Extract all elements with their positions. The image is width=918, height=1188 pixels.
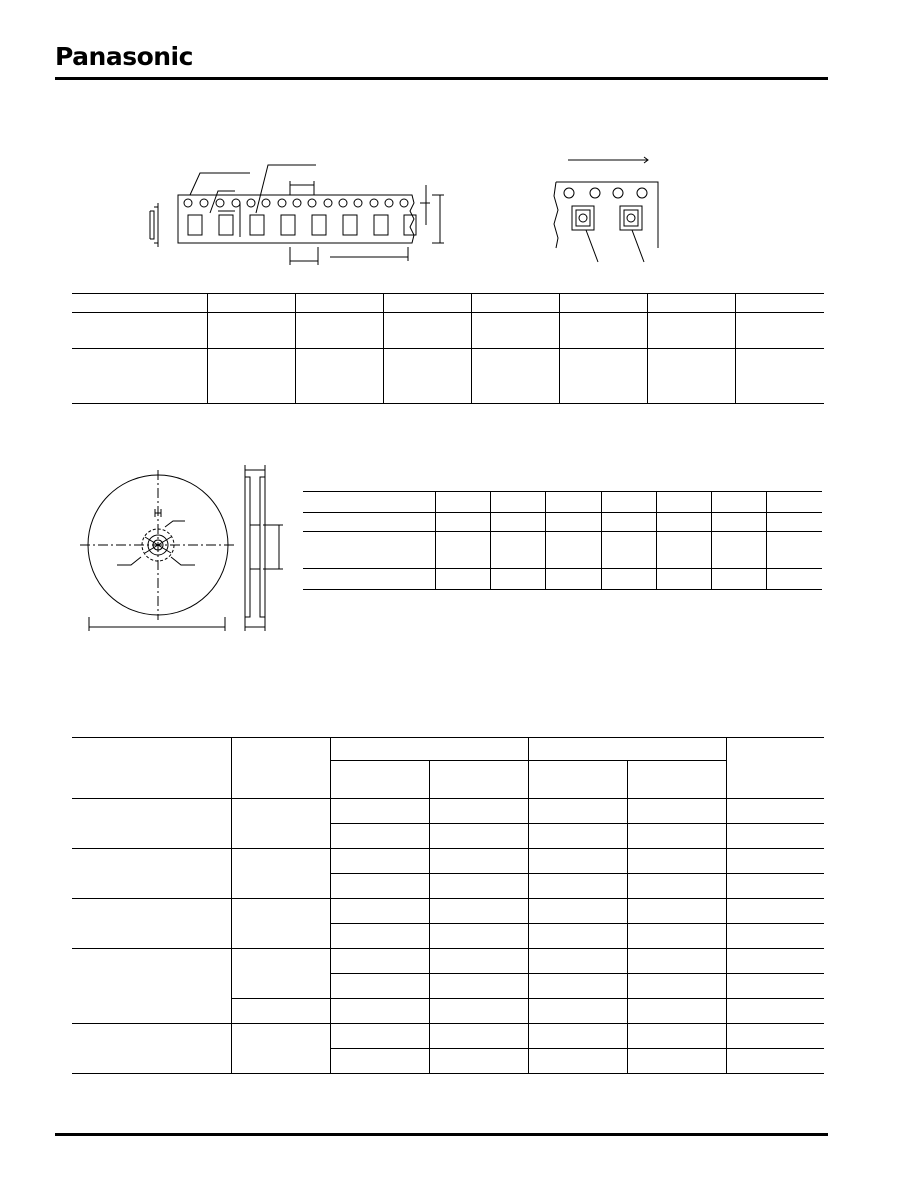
- reel-drawing: [75, 465, 285, 635]
- reel-dimensions-table: [303, 491, 822, 590]
- packaging-quantity-table: [72, 737, 824, 1074]
- brand-logo: Panasonic: [55, 42, 193, 71]
- tape-feed-direction-drawing: [550, 150, 670, 265]
- tape-dimensions-table: [72, 293, 824, 404]
- header-rule: [55, 77, 828, 80]
- carrier-tape-drawing: [140, 155, 450, 270]
- footer-rule: [55, 1133, 828, 1136]
